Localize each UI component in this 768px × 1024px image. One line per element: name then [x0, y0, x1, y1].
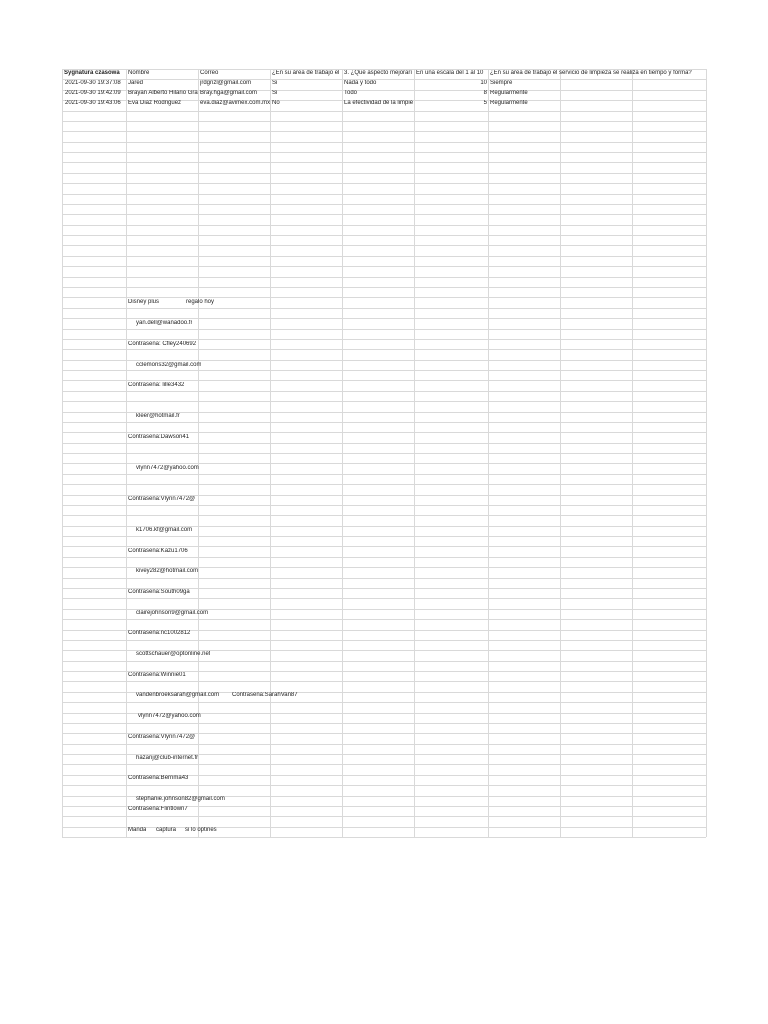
grid-row-line — [62, 235, 706, 236]
note-email-8: scottschauer@optonline.net — [136, 651, 211, 657]
grid-row-line — [62, 277, 706, 278]
grid-row-line — [62, 764, 706, 765]
grid-row-line — [62, 360, 706, 361]
row-1-nombre: Jared — [128, 80, 144, 86]
note-si-lo-optines: si lo optines — [185, 827, 217, 833]
grid-row-line — [62, 183, 706, 184]
grid-row-line — [62, 391, 706, 392]
row-3-correo: eva.diaz@avimex.com.mx — [200, 100, 270, 106]
grid-row-line — [62, 214, 706, 215]
row-1-score: 10 — [480, 80, 487, 86]
grid-row-line — [62, 308, 706, 309]
grid-row-line — [62, 256, 706, 257]
row-2-nombre: Brayan Alberto Hilario Gra — [128, 90, 198, 96]
note-captura: captura — [156, 827, 177, 833]
header-question-3: En una escala del 1 al 10 — [416, 70, 484, 76]
note-email-7: clairejohnson9@gmail.com — [136, 610, 209, 616]
grid-row-line — [62, 266, 706, 267]
note-password-6: Contraseña:South09ga — [128, 589, 190, 595]
grid-column-line — [706, 69, 707, 837]
grid-row-line — [62, 723, 706, 724]
row-1-answer-2: Nada y todo — [344, 80, 377, 86]
row-3-timestamp: 2021-09-30 19:43:06 — [65, 100, 121, 106]
row-3-answer-2: La efectividad de la limpie — [344, 100, 414, 106]
note-email-12: stephanie.johnson82@gmail.com — [136, 796, 225, 802]
grid-row-line — [62, 619, 706, 620]
note-password-1: Contraseña: Cfley240692 — [128, 341, 197, 347]
note-password-2: Contraseña: lille3432 — [128, 382, 185, 388]
row-3-nombre: Eva Diaz Rodriguez — [128, 100, 182, 106]
note-email-6: kivey282@hotmail.com — [136, 568, 199, 574]
grid-row-line — [62, 401, 706, 402]
grid-row-line — [62, 744, 706, 745]
note-email-1: yan.dell@wanadoo.fr — [136, 320, 193, 326]
grid-row-line — [62, 463, 706, 464]
row-2-answer-1: Si — [272, 90, 278, 96]
header-correo: Correo — [200, 70, 219, 76]
header-question-1: ¿En su área de trabajo el — [272, 70, 340, 76]
grid-row-line — [62, 297, 706, 298]
grid-row-line — [62, 287, 706, 288]
grid-row-line — [62, 329, 706, 330]
header-question-4: ¿En su área de trabajo el servicio de limpieza se realiza en tiempo y forma? — [490, 70, 692, 76]
grid-row-line — [62, 453, 706, 454]
row-3-score: 5 — [483, 100, 487, 106]
row-2-correo: Bray.hga@gmail.com — [200, 90, 257, 96]
grid-row-line — [62, 162, 706, 163]
grid-row-line — [62, 204, 706, 205]
grid-row-line — [62, 837, 706, 838]
grid-row-line — [62, 131, 706, 132]
note-email-10: vlynn7472@yahoo.com — [138, 713, 201, 719]
grid-row-line — [62, 557, 706, 558]
note-password-3: Contraseña:Dawson41 — [128, 434, 190, 440]
header-nombre: Nombre — [128, 70, 150, 76]
grid-row-line — [62, 370, 706, 371]
note-password-10: Contraseña:Vlynn7472@ — [128, 734, 196, 740]
grid-row-line — [62, 640, 706, 641]
grid-row-line — [62, 816, 706, 817]
spreadsheet — [62, 69, 706, 837]
row-1-timestamp: 2021-09-30 19:37:08 — [65, 80, 121, 86]
grid-row-line — [62, 318, 706, 319]
note-password-11: Contraseña:Berrima43 — [128, 775, 189, 781]
grid-row-line — [62, 546, 706, 547]
note-regalo-hoy: regalo hoy — [186, 299, 215, 305]
grid-row-line — [62, 515, 706, 516]
note-email-3: kleer@hotmail.fr — [136, 413, 180, 419]
grid-row-line — [62, 598, 706, 599]
row-1-answer-1: Si — [272, 80, 278, 86]
row-1-correo: jrdgnzl@gmail.com — [200, 80, 252, 86]
grid-row-line — [62, 194, 706, 195]
header-timestamp: Sygnatura czasowa — [64, 70, 120, 76]
note-password-8: Contraseña:Winnie01 — [128, 672, 186, 678]
note-email-5: k1706.kf@gmail.com — [136, 527, 193, 533]
grid-row-line — [62, 422, 706, 423]
grid-row-line — [62, 536, 706, 537]
grid-row-line — [62, 484, 706, 485]
note-email-4: vlynn7472@yahoo.com — [136, 465, 199, 471]
note-manda: Manda — [128, 827, 147, 833]
row-2-answer-2: Todo — [344, 90, 358, 96]
grid-row-line — [62, 152, 706, 153]
row-1-answer-4: Siempre — [490, 80, 513, 86]
grid-row-line — [62, 578, 706, 579]
grid-row-line — [62, 785, 706, 786]
note-email-11: hazanj@club-internet.fr — [136, 755, 199, 761]
row-3-answer-1: No — [272, 100, 280, 106]
note-password-12: Contraseña:Flintlown7 — [128, 806, 188, 812]
note-password-7: Contraseña:nc1002812 — [128, 630, 191, 636]
grid-row-line — [62, 339, 706, 340]
grid-row-line — [62, 245, 706, 246]
grid-row-line — [62, 443, 706, 444]
note-email-2: cclemons32@gmail.com — [136, 362, 202, 368]
row-3-answer-4: Regularmente — [490, 100, 528, 106]
note-password-5: Contraseña:Kazu1706 — [128, 548, 188, 554]
grid-row-line — [62, 349, 706, 350]
row-2-score: 8 — [483, 90, 487, 96]
row-2-timestamp: 2021-09-30 19:42:09 — [65, 90, 121, 96]
note-email-9: vandenbroeksarah@gmail.com — [136, 692, 220, 698]
grid-row-line — [62, 380, 706, 381]
row-2-answer-4: Regularmente — [490, 90, 528, 96]
grid-row-line — [62, 702, 706, 703]
grid-row-line — [62, 111, 706, 112]
note-password-9: Contraseña:SarahVan87 — [232, 692, 298, 698]
grid-row-line — [62, 474, 706, 475]
note-disney-plus: Disney plus — [128, 299, 160, 305]
grid-row-line — [62, 432, 706, 433]
grid-row-line — [62, 173, 706, 174]
grid-row-line — [62, 681, 706, 682]
grid-row-line — [62, 661, 706, 662]
header-question-2: 3. ¿Qué aspecto mejorarí — [344, 70, 413, 76]
note-password-4: Contraseña:Vlynn7472@ — [128, 496, 196, 502]
grid-row-line — [62, 225, 706, 226]
grid-row-line — [62, 505, 706, 506]
grid-row-line — [62, 121, 706, 122]
grid-row-line — [62, 142, 706, 143]
